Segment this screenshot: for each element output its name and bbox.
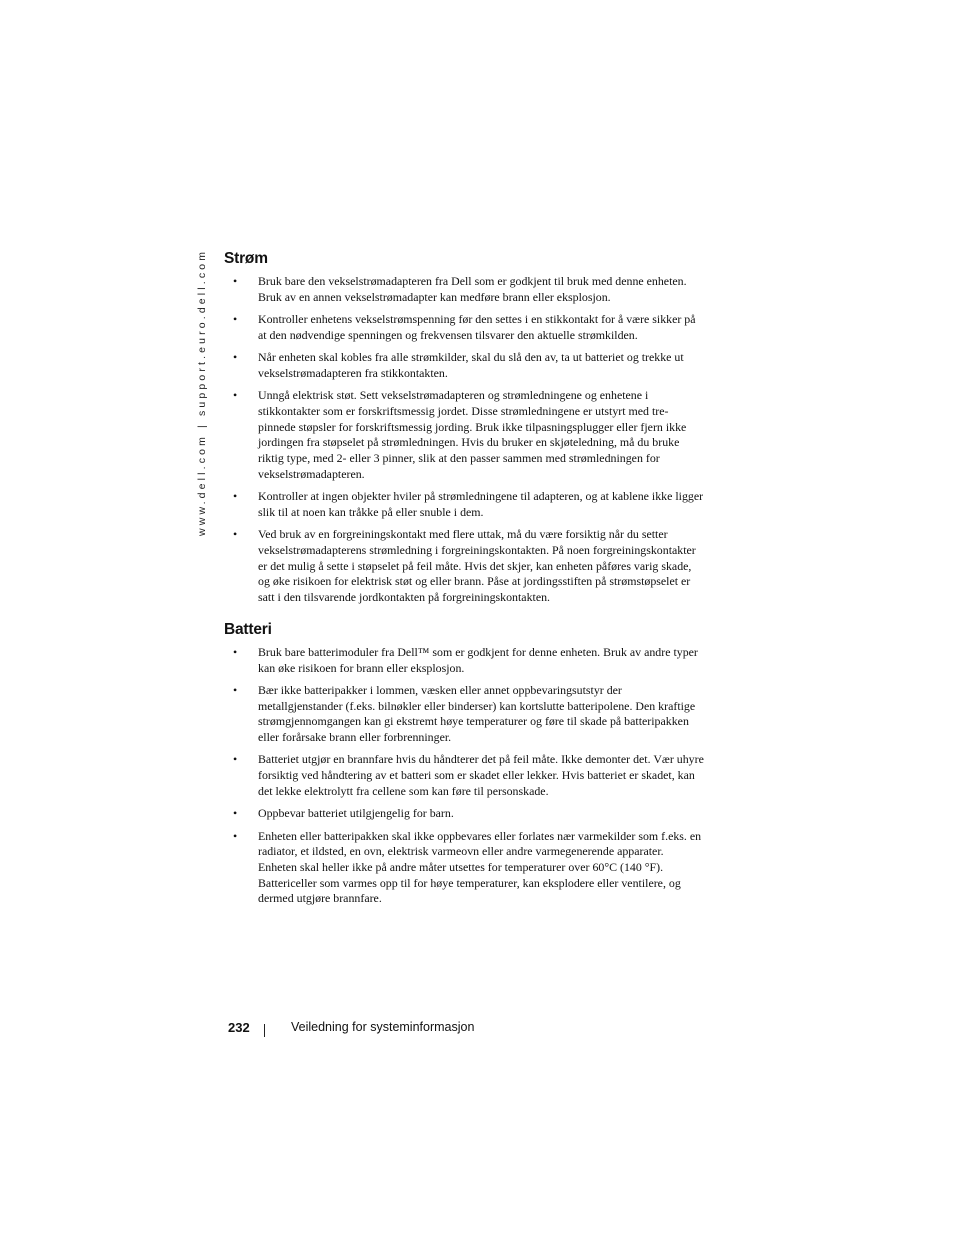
list-item [224,752,704,799]
bullet-icon: • [233,388,238,403]
list-item [224,350,704,381]
bullet-icon: • [233,828,238,843]
footer-divider [264,1024,265,1037]
list-item-text: Når enheten skal kobles fra alle strømkilder, skal du slå den av, ta ut batteriet og trekke ut vekselstrømadapteren fra stikkontakten. [258,350,684,380]
strom-list [224,274,704,606]
batteri-list [224,645,704,907]
list-item [224,489,704,520]
list-item-text: Ved bruk av en forgreiningskontakt med flere uttak, må du være forsiktig når du setter vekselstrømadapterens strømledning i forgreiningskontakten. På noen forgreiningskontakter er det mulig å sette i støpselet på feil måte. Hvis det skjer, kan enheten påføres varig skade, og øke risikoen for elektrisk støt og eller brann. Påse at jordingsstiften på strømstøpselet er satt i den tilsvarende jordkontakten på forgreiningskontakten. [258,527,696,605]
bullet-icon: • [233,806,238,821]
list-item [224,683,704,746]
list-item-text: Bruk bare batterimoduler fra Dell™ som er godkjent for denne enheten. Bruk av andre typer kan øke risikoen for brann eller eksplosjon. [258,644,698,675]
bullet-icon: • [233,527,238,542]
main-content [224,250,704,914]
list-item-text: Bær ikke batteripakker i lommen, væsken eller annet oppbevaringsutstyr der metallgjenstander (f.eks. bilnøkler eller binderser) kan kortslutte batteripolene. Den kraftige strømgjennomgangen kan gi ekstremt høye temperaturer og føre til skade på batteripakken eller forårsake brann eller forbrenninger. [258,682,696,744]
list-item-text: Oppbevar batteriet utilgjengelig for barn. [258,806,454,821]
bullet-icon: • [233,682,238,697]
bullet-icon: • [233,312,238,327]
list-item [224,829,704,908]
list-item-text: Unngå elektrisk støt. Sett vekselstrømadapteren og strømledningene og enhetene i stikkontakter som er forskriftsmessig jordet. Disse strømledningene er utstyrt med tre-pinnede støpsler for forskriftsmessig jording. Bruk ikke tilpasningsplugger eller fjern ikke jordingen fra støpselet på strømledningen. Hvis du bruker en skjøteledning, må du bruke riktig type, med 2- eller 3 pinner, slik at den passer sammen med strømledningen for vekselstrømadapteren. [258,388,687,481]
list-item-text: Kontroller enhetens vekselstrømspenning før den settes i en stikkontakt for å være sikker på at den nødvendige spenningen og frekvensen tilsvarer den aktuelle strømkilden. [258,312,696,342]
list-item [224,388,704,482]
page-number: 232 [228,1020,250,1035]
bullet-icon: • [233,752,238,767]
list-item-text: Batteriet utgjør en brannfare hvis du håndterer det på feil måte. Ikke demonter det. Vær uhyre forsiktig ved håndtering av et batteri som er skadet eller lekker. Hvis batteriet er skadet, kan det lekke elektrolytt fra cellene som kan føre til personskade. [258,752,704,798]
bullet-icon: • [233,274,238,288]
bullet-icon: • [233,350,238,365]
list-item [224,274,704,305]
list-item-text: Enheten eller batteripakken skal ikke oppbevares eller forlates nær varmekilder som f.eks. en radiator, et ildsted, en ovn, elektrisk varmeovn eller andre varmegenerende apparater. Enheten skal heller ikke på andre måter utsettes for temperaturer over 60°C (140 °F). Battericeller som varmes opp til for høye temperaturer, kan eksplodere eller ventilere, og dermed utgjøre brannfare. [258,828,702,906]
section-title-strom: Strøm [224,250,268,267]
list-item [224,527,704,606]
bullet-icon: • [233,644,238,659]
list-item [224,312,704,343]
bullet-icon: • [233,489,238,504]
document-title: Veiledning for systeminformasjon [291,1020,475,1034]
list-item [224,645,704,676]
list-item [224,806,704,822]
list-item-text: Kontroller at ingen objekter hviler på strømledningene til adapteren, og at kablene ikke ligger slik til at noen kan tråkke på eller snuble i dem. [258,489,704,519]
list-item-text: Bruk bare den vekselstrømadapteren fra Dell som er godkjent til bruk med denne enheten. Bruk av en annen vekselstrømadapter kan medføre brann eller eksplosjon. [258,274,687,304]
side-url: www.dell.com | support.euro.dell.com [196,248,208,536]
section-title-batteri: Batteri [224,620,272,638]
